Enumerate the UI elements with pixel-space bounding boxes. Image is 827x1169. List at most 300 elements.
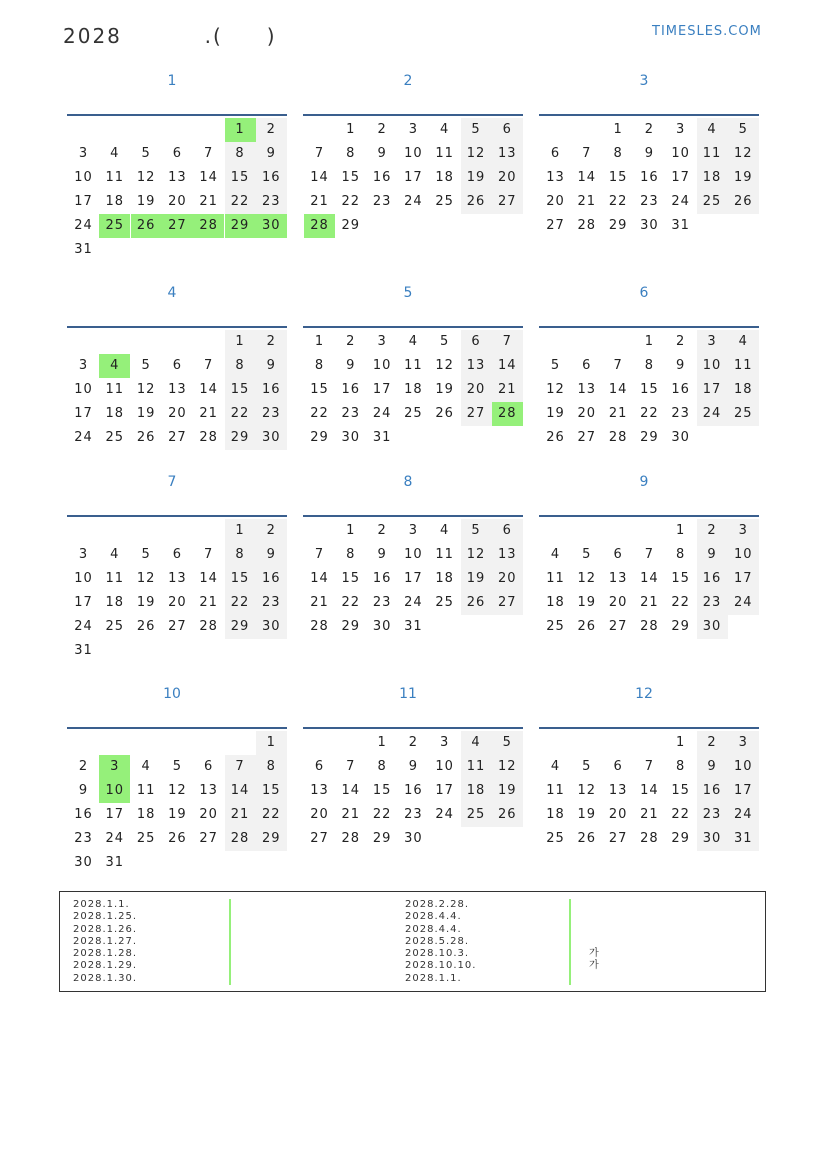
day-cell[interactable]: 6 bbox=[314, 759, 325, 774]
day-cell[interactable]: 9 bbox=[697, 755, 728, 779]
day-cell[interactable]: 25 bbox=[435, 595, 454, 610]
day-cell[interactable]: 19 bbox=[728, 166, 759, 190]
day-cell[interactable]: 5 bbox=[141, 547, 151, 562]
day-cell[interactable]: 13 bbox=[608, 783, 628, 798]
day-cell[interactable]: 5 bbox=[728, 118, 759, 142]
day-cell[interactable]: 30 bbox=[372, 619, 392, 634]
day-cell[interactable]: 16 bbox=[256, 567, 287, 591]
day-cell[interactable]: 27 bbox=[608, 619, 628, 634]
day-cell[interactable]: 4 bbox=[461, 731, 492, 755]
day-cell[interactable]: 11 bbox=[435, 547, 454, 562]
day-cell[interactable]: 19 bbox=[577, 807, 597, 822]
day-cell[interactable]: 23 bbox=[404, 807, 423, 822]
day-cell[interactable]: 4 bbox=[408, 334, 419, 349]
day-cell[interactable]: 14 bbox=[310, 571, 329, 586]
day-cell[interactable]: 11 bbox=[136, 783, 156, 798]
day-cell[interactable]: 18 bbox=[697, 166, 728, 190]
day-cell[interactable]: 7 bbox=[644, 759, 655, 774]
day-cell[interactable]: 10 bbox=[404, 146, 423, 161]
day-cell[interactable]: 28 bbox=[199, 430, 218, 445]
day-cell[interactable]: 25 bbox=[728, 402, 759, 426]
day-cell[interactable]: 29 bbox=[608, 218, 628, 233]
day-cell[interactable]: 18 bbox=[136, 807, 156, 822]
day-cell[interactable]: 17 bbox=[372, 382, 392, 397]
day-cell[interactable]: 26 bbox=[435, 406, 454, 421]
day-cell[interactable]: 19 bbox=[435, 382, 454, 397]
day-cell[interactable]: 17 bbox=[728, 567, 759, 591]
day-cell[interactable]: 13 bbox=[168, 170, 187, 185]
day-cell[interactable]: 25 bbox=[461, 803, 492, 827]
day-cell[interactable]: 30 bbox=[256, 615, 287, 639]
day-cell[interactable]: 4 bbox=[728, 330, 759, 354]
day-cell[interactable]: 10 bbox=[99, 779, 130, 803]
day-cell[interactable]: 13 bbox=[461, 354, 492, 378]
day-cell[interactable]: 20 bbox=[168, 194, 187, 209]
day-cell[interactable]: 8 bbox=[346, 146, 356, 161]
day-cell[interactable]: 1 bbox=[256, 731, 287, 755]
day-cell[interactable]: 6 bbox=[492, 519, 523, 543]
day-cell[interactable]: 23 bbox=[341, 406, 361, 421]
day-cell[interactable]: 15 bbox=[310, 382, 329, 397]
day-cell[interactable]: 27 bbox=[168, 430, 187, 445]
day-cell[interactable]: 12 bbox=[577, 783, 597, 798]
day-cell[interactable]: 9 bbox=[676, 358, 686, 373]
day-cell[interactable]: 23 bbox=[640, 194, 659, 209]
day-cell[interactable]: 22 bbox=[671, 807, 690, 822]
day-cell[interactable]: 13 bbox=[168, 382, 187, 397]
day-cell[interactable]: 30 bbox=[697, 827, 728, 851]
day-cell[interactable]: 9 bbox=[346, 358, 356, 373]
day-cell[interactable]: 14 bbox=[492, 354, 523, 378]
day-cell[interactable]: 20 bbox=[199, 807, 218, 822]
day-cell[interactable]: 19 bbox=[136, 595, 156, 610]
day-cell[interactable]: 18 bbox=[105, 194, 125, 209]
day-cell[interactable]: 7 bbox=[204, 547, 214, 562]
day-cell[interactable]: 26 bbox=[168, 831, 187, 846]
day-cell[interactable]: 25 bbox=[404, 406, 423, 421]
day-cell[interactable]: 3 bbox=[728, 731, 759, 755]
day-cell[interactable]: 20 bbox=[546, 194, 565, 209]
day-cell[interactable]: 24 bbox=[105, 831, 125, 846]
day-cell[interactable]: 29 bbox=[256, 827, 287, 851]
day-cell[interactable]: 16 bbox=[372, 170, 392, 185]
day-cell[interactable]: 18 bbox=[404, 382, 423, 397]
day-cell[interactable]: 8 bbox=[676, 759, 686, 774]
day-cell[interactable]: 27 bbox=[310, 831, 329, 846]
day-cell[interactable]: 31 bbox=[74, 643, 93, 658]
day-cell[interactable]: 5 bbox=[461, 118, 492, 142]
day-cell[interactable]: 24 bbox=[372, 406, 392, 421]
day-cell[interactable]: 13 bbox=[199, 783, 218, 798]
day-cell[interactable]: 6 bbox=[172, 146, 183, 161]
day-cell[interactable]: 19 bbox=[136, 194, 156, 209]
day-cell[interactable]: 22 bbox=[310, 406, 329, 421]
day-cell[interactable]: 27 bbox=[168, 619, 187, 634]
day-cell[interactable]: 20 bbox=[310, 807, 329, 822]
day-cell[interactable]: 7 bbox=[225, 755, 256, 779]
day-cell[interactable]: 30 bbox=[404, 831, 423, 846]
day-cell[interactable]: 6 bbox=[172, 358, 183, 373]
day-cell[interactable]: 9 bbox=[377, 547, 387, 562]
day-cell[interactable]: 14 bbox=[199, 170, 218, 185]
day-cell[interactable]: 22 bbox=[671, 595, 690, 610]
day-cell[interactable]: 5 bbox=[582, 547, 592, 562]
day-cell[interactable]: 18 bbox=[461, 779, 492, 803]
day-cell[interactable]: 27 bbox=[461, 402, 492, 426]
day-cell[interactable]: 20 bbox=[168, 595, 187, 610]
day-cell[interactable]: 12 bbox=[435, 358, 454, 373]
day-cell[interactable]: 25 bbox=[546, 619, 565, 634]
day-cell[interactable]: 10 bbox=[74, 571, 93, 586]
day-cell[interactable]: 3 bbox=[408, 523, 419, 538]
day-cell[interactable]: 2 bbox=[377, 523, 387, 538]
day-cell[interactable]: 28 bbox=[341, 831, 361, 846]
day-cell[interactable]: 24 bbox=[728, 803, 759, 827]
day-cell[interactable]: 22 bbox=[372, 807, 392, 822]
day-cell[interactable]: 21 bbox=[608, 406, 628, 421]
day-cell[interactable]: 10 bbox=[74, 382, 93, 397]
day-cell[interactable]: 24 bbox=[74, 619, 93, 634]
day-cell[interactable]: 13 bbox=[492, 142, 523, 166]
day-cell[interactable]: 23 bbox=[256, 190, 287, 214]
day-cell[interactable]: 16 bbox=[697, 779, 728, 803]
day-cell[interactable]: 3 bbox=[99, 755, 130, 779]
day-cell[interactable]: 7 bbox=[346, 759, 356, 774]
day-cell[interactable]: 23 bbox=[372, 194, 392, 209]
day-cell[interactable]: 8 bbox=[346, 547, 356, 562]
day-cell[interactable]: 12 bbox=[728, 142, 759, 166]
day-cell[interactable]: 23 bbox=[74, 831, 93, 846]
day-cell[interactable]: 17 bbox=[404, 571, 423, 586]
day-cell[interactable]: 28 bbox=[225, 827, 256, 851]
day-cell[interactable]: 20 bbox=[608, 595, 628, 610]
day-cell[interactable]: 17 bbox=[74, 595, 93, 610]
day-cell[interactable]: 25 bbox=[99, 214, 130, 238]
day-cell[interactable]: 9 bbox=[256, 354, 287, 378]
day-cell[interactable]: 25 bbox=[546, 831, 565, 846]
day-cell[interactable]: 31 bbox=[74, 242, 93, 257]
day-cell[interactable]: 11 bbox=[105, 571, 125, 586]
day-cell[interactable]: 6 bbox=[461, 330, 492, 354]
day-cell[interactable]: 22 bbox=[608, 194, 628, 209]
day-cell[interactable]: 8 bbox=[377, 759, 387, 774]
day-cell[interactable]: 16 bbox=[404, 783, 423, 798]
day-cell[interactable]: 25 bbox=[435, 194, 454, 209]
day-cell[interactable]: 24 bbox=[671, 194, 690, 209]
day-cell[interactable]: 12 bbox=[577, 571, 597, 586]
day-cell[interactable]: 14 bbox=[341, 783, 361, 798]
day-cell[interactable]: 28 bbox=[577, 218, 597, 233]
day-cell[interactable]: 9 bbox=[697, 543, 728, 567]
day-cell[interactable]: 8 bbox=[225, 543, 256, 567]
day-cell[interactable]: 18 bbox=[546, 595, 565, 610]
day-cell[interactable]: 7 bbox=[613, 358, 623, 373]
day-cell[interactable]: 24 bbox=[728, 591, 759, 615]
day-cell[interactable]: 29 bbox=[671, 619, 690, 634]
day-cell[interactable]: 5 bbox=[550, 358, 561, 373]
day-cell[interactable]: 1 bbox=[644, 334, 655, 349]
day-cell[interactable]: 16 bbox=[640, 170, 659, 185]
day-cell[interactable]: 7 bbox=[644, 547, 655, 562]
day-cell[interactable]: 1 bbox=[613, 122, 623, 137]
day-cell[interactable]: 6 bbox=[204, 759, 214, 774]
day-cell[interactable]: 2 bbox=[346, 334, 356, 349]
day-cell[interactable]: 13 bbox=[492, 543, 523, 567]
day-cell[interactable]: 16 bbox=[74, 807, 93, 822]
day-cell[interactable]: 22 bbox=[225, 591, 256, 615]
day-cell[interactable]: 26 bbox=[461, 190, 492, 214]
day-cell[interactable]: 7 bbox=[204, 146, 214, 161]
day-cell[interactable]: 17 bbox=[435, 783, 454, 798]
day-cell[interactable]: 7 bbox=[204, 358, 214, 373]
day-cell[interactable]: 8 bbox=[225, 142, 256, 166]
day-cell[interactable]: 16 bbox=[256, 166, 287, 190]
day-cell[interactable]: 21 bbox=[640, 595, 659, 610]
day-cell[interactable]: 31 bbox=[372, 430, 392, 445]
day-cell[interactable]: 18 bbox=[546, 807, 565, 822]
day-cell[interactable]: 14 bbox=[310, 170, 329, 185]
day-cell[interactable]: 6 bbox=[550, 146, 561, 161]
day-cell[interactable]: 30 bbox=[640, 218, 659, 233]
day-cell[interactable]: 15 bbox=[671, 571, 690, 586]
day-cell[interactable]: 23 bbox=[697, 591, 728, 615]
day-cell[interactable]: 22 bbox=[341, 194, 361, 209]
day-cell[interactable]: 29 bbox=[225, 214, 256, 238]
day-cell[interactable]: 15 bbox=[225, 166, 256, 190]
day-cell[interactable]: 5 bbox=[141, 146, 151, 161]
day-cell[interactable]: 24 bbox=[404, 194, 423, 209]
day-cell[interactable]: 16 bbox=[372, 571, 392, 586]
day-cell[interactable]: 15 bbox=[372, 783, 392, 798]
day-cell[interactable]: 30 bbox=[74, 855, 93, 870]
day-cell[interactable]: 29 bbox=[310, 430, 329, 445]
day-cell[interactable]: 30 bbox=[671, 430, 690, 445]
day-cell[interactable]: 17 bbox=[404, 170, 423, 185]
day-cell[interactable]: 18 bbox=[728, 378, 759, 402]
day-cell[interactable]: 15 bbox=[671, 783, 690, 798]
day-cell[interactable]: 21 bbox=[310, 194, 329, 209]
day-cell[interactable]: 21 bbox=[199, 406, 218, 421]
day-cell[interactable]: 3 bbox=[697, 330, 728, 354]
day-cell[interactable]: 4 bbox=[440, 122, 450, 137]
day-cell[interactable]: 2 bbox=[644, 122, 655, 137]
day-cell[interactable]: 10 bbox=[671, 146, 690, 161]
day-cell[interactable]: 7 bbox=[314, 146, 325, 161]
day-cell[interactable]: 24 bbox=[404, 595, 423, 610]
day-cell[interactable]: 21 bbox=[492, 378, 523, 402]
day-cell[interactable]: 10 bbox=[404, 547, 423, 562]
day-cell[interactable]: 21 bbox=[199, 194, 218, 209]
day-cell[interactable]: 31 bbox=[671, 218, 690, 233]
day-cell[interactable]: 31 bbox=[728, 827, 759, 851]
day-cell[interactable]: 12 bbox=[492, 755, 523, 779]
day-cell[interactable]: 10 bbox=[728, 755, 759, 779]
day-cell[interactable]: 28 bbox=[640, 619, 659, 634]
day-cell[interactable]: 24 bbox=[74, 430, 93, 445]
day-cell[interactable]: 3 bbox=[676, 122, 686, 137]
day-cell[interactable]: 6 bbox=[492, 118, 523, 142]
day-cell[interactable]: 28 bbox=[492, 402, 523, 426]
day-cell[interactable]: 3 bbox=[408, 122, 419, 137]
day-cell[interactable]: 15 bbox=[225, 567, 256, 591]
day-cell[interactable]: 21 bbox=[577, 194, 597, 209]
day-cell[interactable]: 17 bbox=[105, 807, 125, 822]
day-cell[interactable]: 19 bbox=[577, 595, 597, 610]
day-cell[interactable]: 22 bbox=[225, 190, 256, 214]
day-cell[interactable]: 5 bbox=[440, 334, 450, 349]
day-cell[interactable]: 26 bbox=[136, 619, 156, 634]
day-cell[interactable]: 2 bbox=[256, 519, 287, 543]
day-cell[interactable]: 24 bbox=[697, 402, 728, 426]
day-cell[interactable]: 1 bbox=[346, 523, 356, 538]
day-cell[interactable]: 30 bbox=[341, 430, 361, 445]
day-cell[interactable]: 26 bbox=[461, 591, 492, 615]
day-cell[interactable]: 14 bbox=[199, 382, 218, 397]
day-cell[interactable]: 16 bbox=[341, 382, 361, 397]
day-cell[interactable]: 1 bbox=[314, 334, 325, 349]
day-cell[interactable]: 12 bbox=[136, 382, 156, 397]
day-cell[interactable]: 20 bbox=[492, 567, 523, 591]
day-cell[interactable]: 2 bbox=[256, 118, 287, 142]
day-cell[interactable]: 29 bbox=[671, 831, 690, 846]
day-cell[interactable]: 15 bbox=[640, 382, 659, 397]
day-cell[interactable]: 26 bbox=[131, 214, 162, 238]
day-cell[interactable]: 29 bbox=[640, 430, 659, 445]
day-cell[interactable]: 13 bbox=[546, 170, 565, 185]
day-cell[interactable]: 4 bbox=[697, 118, 728, 142]
day-cell[interactable]: 21 bbox=[640, 807, 659, 822]
day-cell[interactable]: 12 bbox=[461, 142, 492, 166]
day-cell[interactable]: 28 bbox=[310, 619, 329, 634]
day-cell[interactable]: 11 bbox=[435, 146, 454, 161]
day-cell[interactable]: 10 bbox=[728, 543, 759, 567]
day-cell[interactable]: 5 bbox=[461, 519, 492, 543]
day-cell[interactable]: 15 bbox=[225, 378, 256, 402]
day-cell[interactable]: 29 bbox=[372, 831, 392, 846]
day-cell[interactable]: 15 bbox=[608, 170, 628, 185]
day-cell[interactable]: 23 bbox=[256, 402, 287, 426]
day-cell[interactable]: 27 bbox=[608, 831, 628, 846]
day-cell[interactable]: 3 bbox=[440, 735, 450, 750]
day-cell[interactable]: 27 bbox=[546, 218, 565, 233]
day-cell[interactable]: 11 bbox=[404, 358, 423, 373]
day-cell[interactable]: 10 bbox=[697, 354, 728, 378]
day-cell[interactable]: 15 bbox=[341, 571, 361, 586]
day-cell[interactable]: 19 bbox=[168, 807, 187, 822]
day-cell[interactable]: 5 bbox=[141, 358, 151, 373]
day-cell[interactable]: 14 bbox=[225, 779, 256, 803]
day-cell[interactable]: 14 bbox=[199, 571, 218, 586]
day-cell[interactable]: 31 bbox=[404, 619, 423, 634]
day-cell[interactable]: 30 bbox=[697, 615, 728, 639]
day-cell[interactable]: 4 bbox=[550, 547, 561, 562]
day-cell[interactable]: 29 bbox=[225, 426, 256, 450]
day-cell[interactable]: 23 bbox=[372, 595, 392, 610]
day-cell[interactable]: 14 bbox=[608, 382, 628, 397]
day-cell[interactable]: 8 bbox=[644, 358, 655, 373]
day-cell[interactable]: 11 bbox=[461, 755, 492, 779]
day-cell[interactable]: 8 bbox=[225, 354, 256, 378]
day-cell[interactable]: 8 bbox=[256, 755, 287, 779]
day-cell[interactable]: 5 bbox=[172, 759, 183, 774]
day-cell[interactable]: 28 bbox=[193, 214, 224, 238]
day-cell[interactable]: 5 bbox=[492, 731, 523, 755]
day-cell[interactable]: 9 bbox=[377, 146, 387, 161]
day-cell[interactable]: 10 bbox=[74, 170, 93, 185]
day-cell[interactable]: 12 bbox=[136, 170, 156, 185]
day-cell[interactable]: 4 bbox=[99, 354, 130, 378]
day-cell[interactable]: 11 bbox=[728, 354, 759, 378]
day-cell[interactable]: 21 bbox=[341, 807, 361, 822]
day-cell[interactable]: 2 bbox=[377, 122, 387, 137]
day-cell[interactable]: 1 bbox=[225, 330, 256, 354]
day-cell[interactable]: 4 bbox=[110, 547, 120, 562]
day-cell[interactable]: 13 bbox=[577, 382, 597, 397]
day-cell[interactable]: 13 bbox=[310, 783, 329, 798]
day-cell[interactable]: 3 bbox=[377, 334, 387, 349]
day-cell[interactable]: 29 bbox=[225, 615, 256, 639]
day-cell[interactable]: 8 bbox=[676, 547, 686, 562]
day-cell[interactable]: 21 bbox=[225, 803, 256, 827]
day-cell[interactable]: 26 bbox=[577, 619, 597, 634]
day-cell[interactable]: 6 bbox=[172, 547, 183, 562]
day-cell[interactable]: 8 bbox=[314, 358, 325, 373]
day-cell[interactable]: 30 bbox=[256, 214, 287, 238]
day-cell[interactable]: 9 bbox=[256, 543, 287, 567]
day-cell[interactable]: 30 bbox=[256, 426, 287, 450]
day-cell[interactable]: 17 bbox=[74, 406, 93, 421]
day-cell[interactable]: 5 bbox=[582, 759, 592, 774]
day-cell[interactable]: 31 bbox=[105, 855, 125, 870]
day-cell[interactable]: 3 bbox=[78, 547, 89, 562]
day-cell[interactable]: 19 bbox=[546, 406, 565, 421]
day-cell[interactable]: 2 bbox=[676, 334, 686, 349]
day-cell[interactable]: 9 bbox=[644, 146, 655, 161]
day-cell[interactable]: 6 bbox=[582, 358, 592, 373]
day-cell[interactable]: 1 bbox=[225, 118, 256, 142]
day-cell[interactable]: 27 bbox=[492, 591, 523, 615]
day-cell[interactable]: 8 bbox=[613, 146, 623, 161]
day-cell[interactable]: 14 bbox=[640, 783, 659, 798]
day-cell[interactable]: 14 bbox=[640, 571, 659, 586]
day-cell[interactable]: 4 bbox=[440, 523, 450, 538]
day-cell[interactable]: 27 bbox=[492, 190, 523, 214]
day-cell[interactable]: 17 bbox=[697, 378, 728, 402]
day-cell[interactable]: 24 bbox=[74, 218, 93, 233]
day-cell[interactable]: 12 bbox=[461, 543, 492, 567]
day-cell[interactable]: 25 bbox=[105, 430, 125, 445]
day-cell[interactable]: 18 bbox=[105, 406, 125, 421]
day-cell[interactable]: 10 bbox=[435, 759, 454, 774]
day-cell[interactable]: 9 bbox=[256, 142, 287, 166]
day-cell[interactable]: 11 bbox=[697, 142, 728, 166]
day-cell[interactable]: 10 bbox=[372, 358, 392, 373]
day-cell[interactable]: 26 bbox=[728, 190, 759, 214]
day-cell[interactable]: 9 bbox=[78, 783, 89, 798]
day-cell[interactable]: 12 bbox=[546, 382, 565, 397]
day-cell[interactable]: 7 bbox=[582, 146, 592, 161]
day-cell[interactable]: 3 bbox=[78, 358, 89, 373]
day-cell[interactable]: 4 bbox=[550, 759, 561, 774]
day-cell[interactable]: 1 bbox=[225, 519, 256, 543]
day-cell[interactable]: 15 bbox=[341, 170, 361, 185]
day-cell[interactable]: 1 bbox=[346, 122, 356, 137]
day-cell[interactable]: 20 bbox=[577, 406, 597, 421]
day-cell[interactable]: 22 bbox=[225, 402, 256, 426]
day-cell[interactable]: 19 bbox=[461, 567, 492, 591]
day-cell[interactable]: 28 bbox=[608, 430, 628, 445]
day-cell[interactable]: 29 bbox=[341, 218, 361, 233]
